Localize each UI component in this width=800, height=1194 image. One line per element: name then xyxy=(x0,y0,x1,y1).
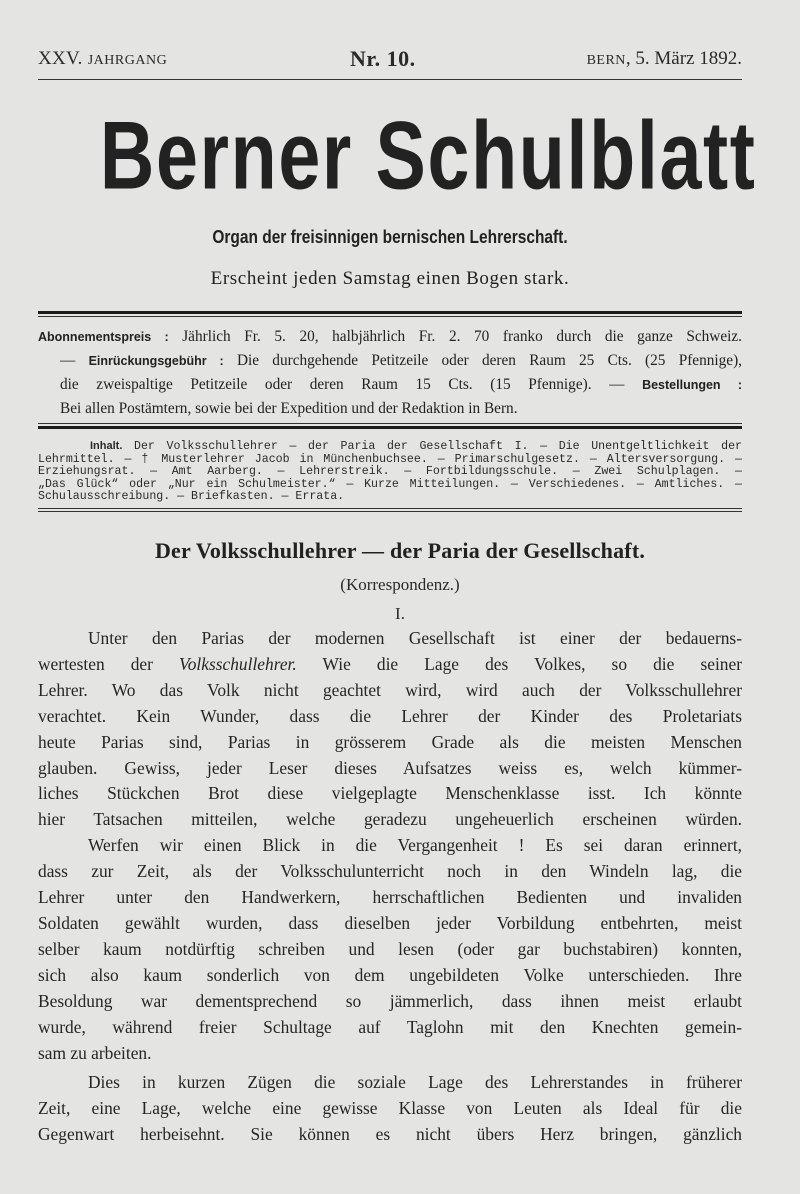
contents-line xyxy=(38,440,742,454)
text-line: dass zur Zeit, als der Volksschulunterricht noch in den Windeln lag, die xyxy=(38,861,742,882)
price-text: Jährlich Fr. 5. 20, halbjährlich Fr. 2. 70 franko durch die ganze Schweiz. xyxy=(168,328,742,345)
contents-label: Inhalt. xyxy=(90,440,123,452)
publication-tagline: Erscheint jeden Samstag einen Bogen stark. xyxy=(210,268,570,289)
text-span: wertesten der xyxy=(38,653,180,674)
text-line: Lehrer. Wo das Volk nicht geachtet wird, wird auch der Volksschullehrer xyxy=(38,679,742,700)
divider-rule xyxy=(38,311,742,317)
table-of-contents xyxy=(38,440,742,504)
masthead-rule xyxy=(38,79,742,80)
text-line: heute Parias sind, Parias in grösserem Grade als die meisten Menschen xyxy=(38,731,742,752)
dash: — xyxy=(60,352,89,369)
text-line: Soldaten gewählt wurden, dass dieselben jeder Vorbildung entbehrten, meist xyxy=(38,912,742,933)
article-body xyxy=(38,626,742,1148)
contents-text: Der Volksschullehrer — der Paria der Gesellschaft I. — Die Unentgeltlichkeit der xyxy=(122,440,742,453)
text-line: verachtet. Kein Wunder, dass die Lehrer der Kinder des Proletariats xyxy=(38,705,742,726)
article-title: Der Volksschullehrer — der Paria der Gesellschaft. xyxy=(154,538,646,563)
orders-text: Bei allen Postämtern, sowie bei der Expedition und der Redaktion in Bern. xyxy=(60,400,518,417)
contents-line: Lehrmittel. — † Musterlehrer Jacob in Münchenbuchsee. — Primarschulgesetz. — Altersversorgung. — xyxy=(38,452,742,466)
fee-label: Einrückungsgebühr : xyxy=(88,354,224,368)
text-line: Besoldung war dementsprechend so jämmerlich, dass ihnen meist erlaubt xyxy=(38,990,742,1011)
subscription-price-line xyxy=(38,325,742,349)
text-line: Zeit, eine Lage, welche eine gewisse Klasse von Leuten als Ideal für die xyxy=(38,1098,742,1119)
text-line: Unter den Parias der modernen Gesellschaft ist einer der bedauerns- xyxy=(88,628,742,648)
text-line: selber kaum notdürftig schreiben und lesen (oder gar buchstabiren) konnten, xyxy=(38,938,742,959)
text-line: Lehrer unter den Handwerkern, herrschaftlichen Bedienten und invaliden xyxy=(38,887,742,908)
text-line: glauben. Gewiss, jeder Leser dieses Aufsatzes weiss es, welch kümmer- xyxy=(38,757,742,778)
text-line: wurde, während freier Schultage auf Taglohn mit den Knechten gemein- xyxy=(38,1016,742,1037)
insertion-fee-line xyxy=(38,349,742,373)
place-date xyxy=(587,48,742,70)
text-line: Werfen wir einen Blick in die Vergangenheit ! Es sei daran erinnert, xyxy=(88,835,742,856)
text-span: Wie die Lage des Volkes, so die seiner xyxy=(296,653,742,674)
contents-line: „Das Glück“ oder „Nur ein Schulmeister.“ — Kurze Mitteilungen. — Verschiedenes. — Amtliches. — xyxy=(38,477,742,491)
orders-label: Bestellungen : xyxy=(642,378,742,392)
orders-line xyxy=(38,373,742,397)
text-line: Dies in kurzen Zügen die soziale Lage des Lehrerstandes in früherer xyxy=(88,1072,742,1093)
text-line: hier Tatsachen mitteilen, welche geradezu ungeheuerlich erscheinen würden. xyxy=(38,809,742,830)
newspaper-title: Berner Schulblatt xyxy=(99,102,757,210)
volume-number: XXV. xyxy=(38,48,83,69)
issue-number: Nr. 10. xyxy=(350,46,416,71)
volume-info xyxy=(38,48,167,70)
emphasized-word: Volksschullehrer. xyxy=(179,653,297,674)
text-line: liches Stückchen Brot diese vielgeplagte Menschenklasse isst. Ich könnte xyxy=(38,783,742,804)
text-line xyxy=(38,652,742,678)
newspaper-subtitle: Organ der freisinnigen bernischen Lehrerschaft. xyxy=(212,227,568,247)
text-line: sam zu arbeiten. xyxy=(38,1042,152,1063)
masthead-row xyxy=(38,48,742,74)
text-line: sich also kaum sonderlich von dem ungebildeten Volke unterschieden. Ihre xyxy=(38,964,742,985)
contents-line: Erziehungsrat. — Amt Aarberg. — Lehrerstreik. — Fortbildungsschule. — Zwei Schulplagen. — xyxy=(38,465,742,478)
text-line: Gegenwart herbeisehnt. Sie können es nicht übers Herz bringen, gänzlich xyxy=(38,1124,742,1145)
fee-text-2: die zweispaltige Petitzeile oder deren Raum 15 Cts. (15 Pfennige). — xyxy=(60,376,643,393)
contents-line: Schulausschreibung. — Briefkasten. — Errata. xyxy=(38,490,345,503)
divider-rule xyxy=(38,423,742,429)
article-source: (Korrespondenz.) xyxy=(340,575,460,594)
volume-label: JAHRGANG xyxy=(87,53,168,68)
divider-rule xyxy=(38,508,742,512)
price-label: Abonnementspreis : xyxy=(38,330,169,344)
subscription-info xyxy=(38,325,742,420)
article-part-number: I. xyxy=(395,604,405,623)
issue-date: , 5. März 1892. xyxy=(625,48,742,69)
fee-text: Die durchgehende Petitzeile oder deren Raum 25 Cts. (25 Pfennige), xyxy=(223,352,743,369)
place: BERN xyxy=(586,53,626,68)
